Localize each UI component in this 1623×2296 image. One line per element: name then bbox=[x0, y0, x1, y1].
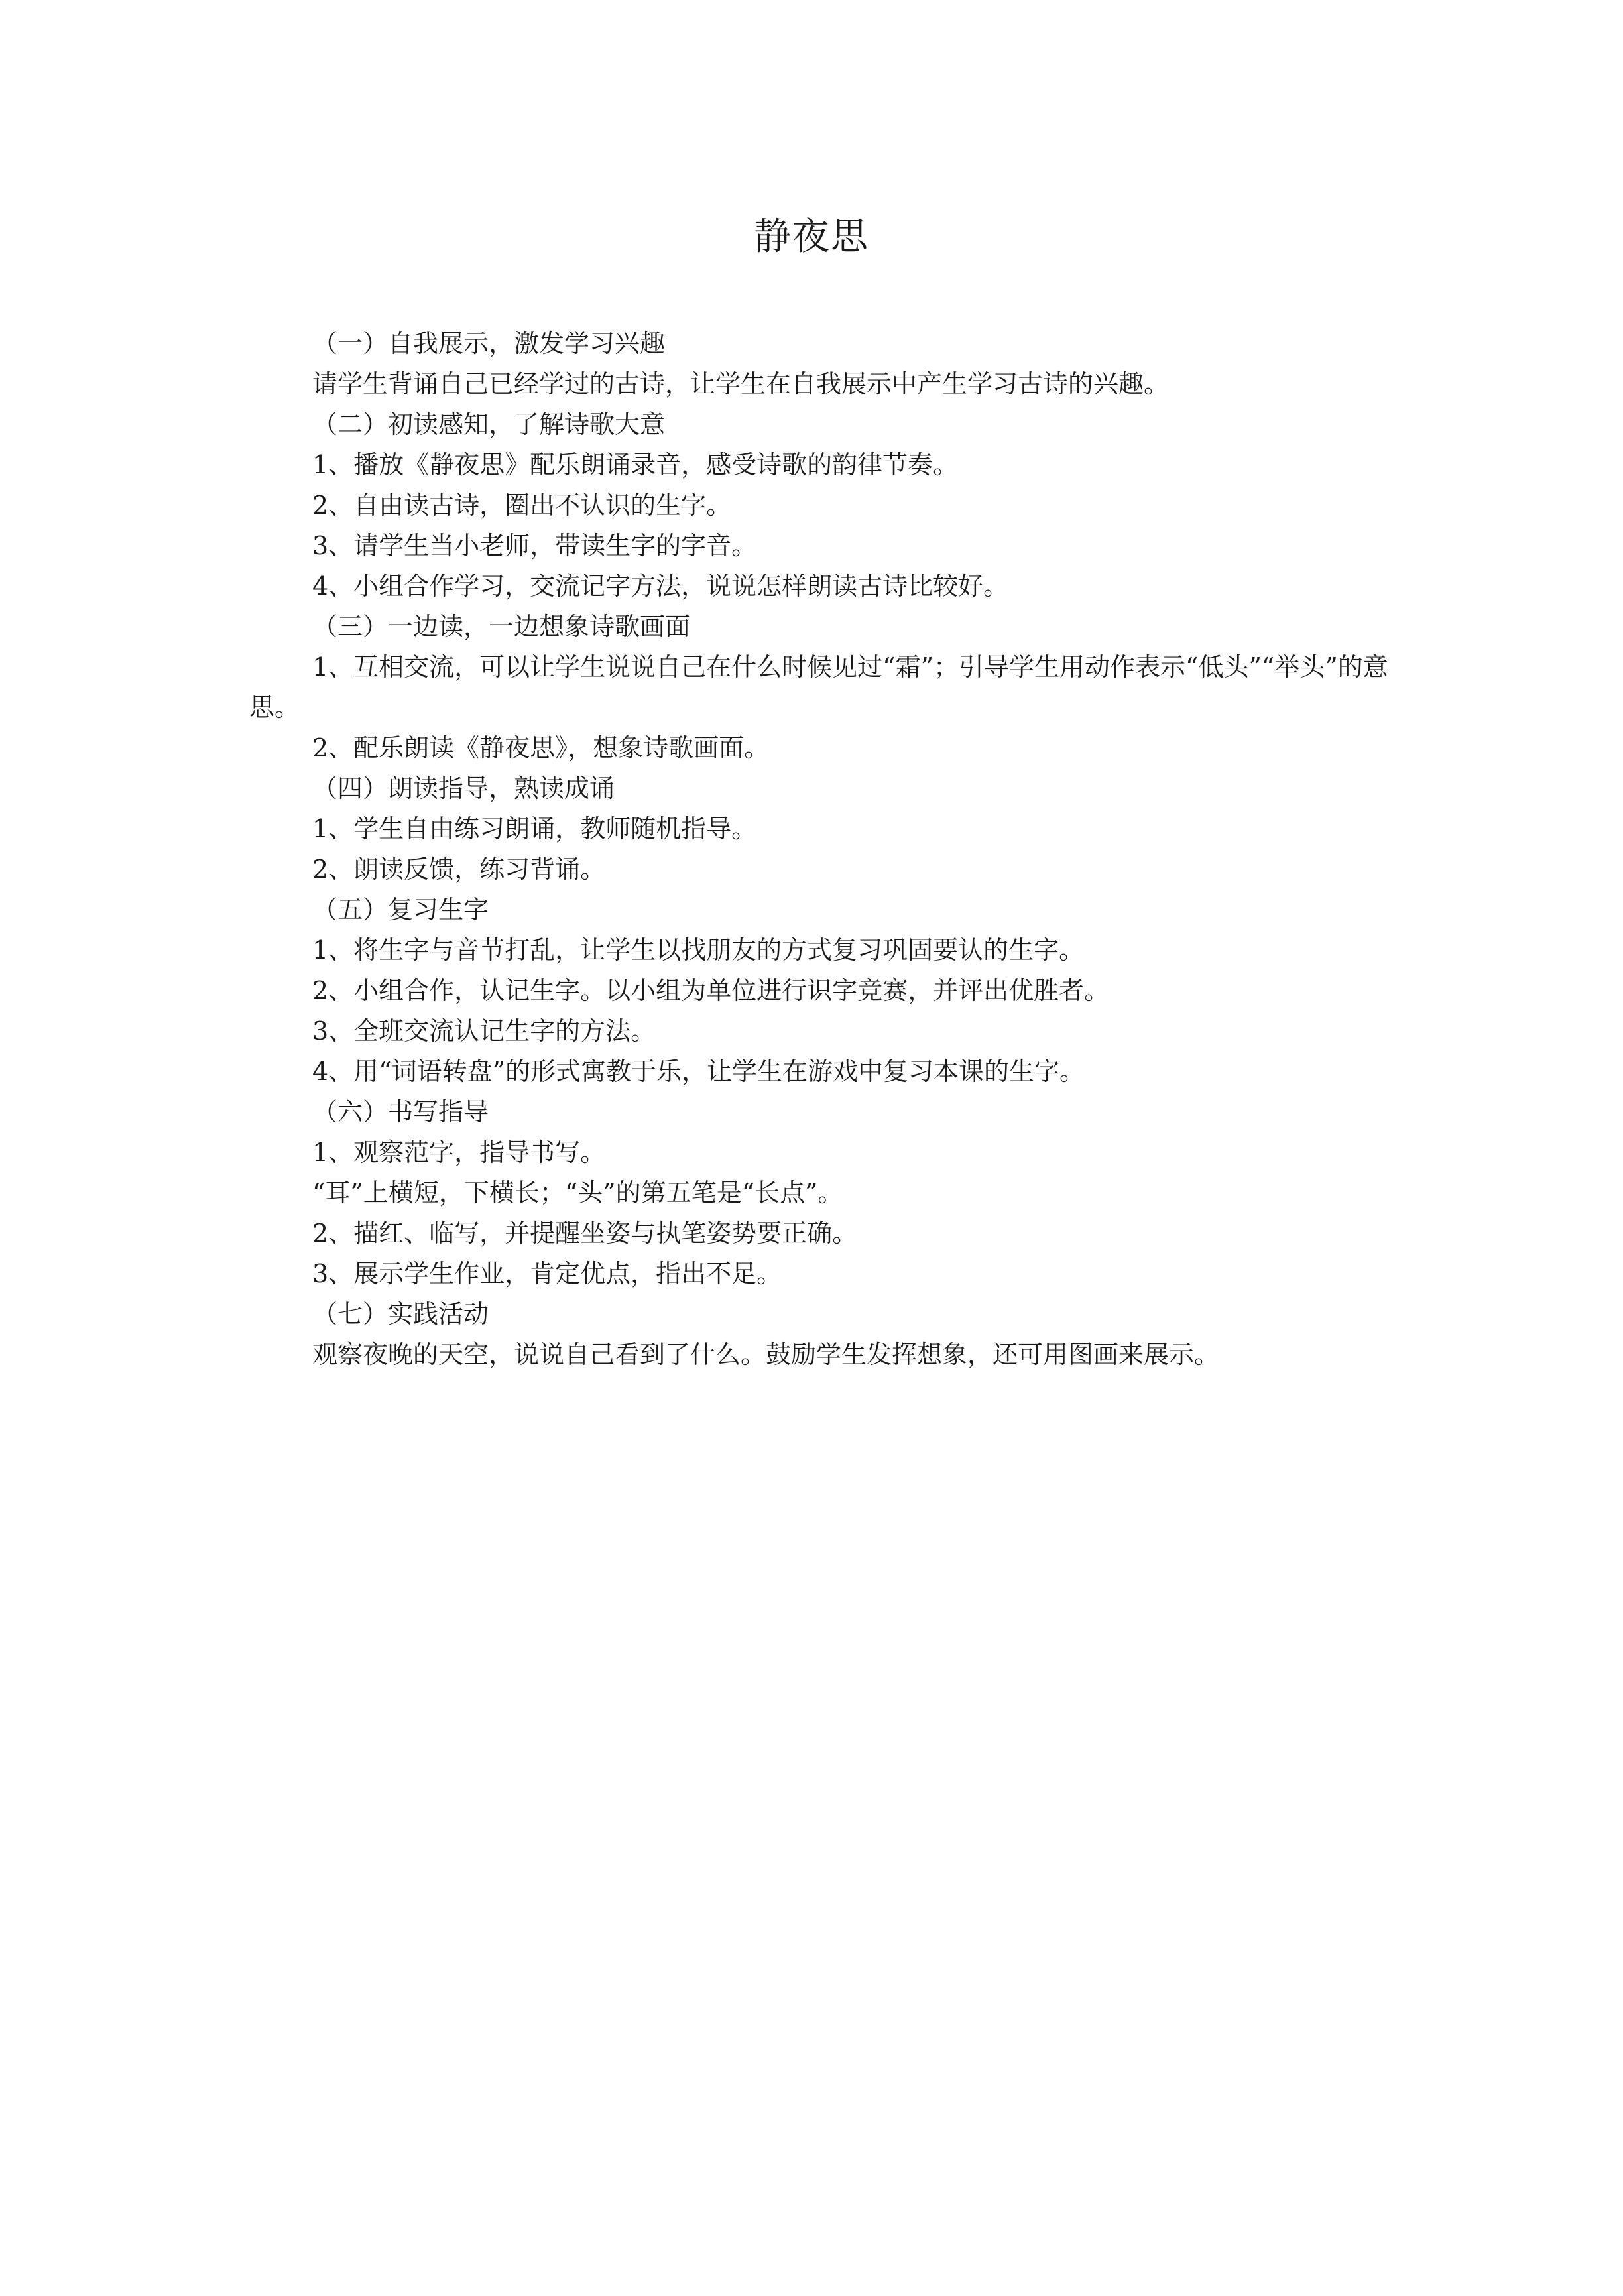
paragraph-line: 3、展示学生作业，肯定优点，指出不足。 bbox=[312, 1259, 782, 1288]
paragraph-line: 2、朗读反馈，练习背诵。 bbox=[312, 855, 606, 884]
paragraph-line: 请学生背诵自己已经学过的古诗，让学生在自我展示中产生学习古诗的兴趣。 bbox=[312, 369, 1170, 398]
section-heading-1: （一）自我展示，激发学习兴趣 bbox=[312, 329, 666, 358]
paragraph-line: 4、小组合作学习，交流记字方法，说说怎样朗读古诗比较好。 bbox=[312, 572, 1009, 601]
paragraph-line: 3、全班交流认记生字的方法。 bbox=[312, 1016, 656, 1046]
section-heading-5: （五）复习生字 bbox=[312, 895, 489, 924]
paragraph-line: 3、请学生当小老师，带读生字的字音。 bbox=[312, 531, 757, 560]
document-title: 静夜思 bbox=[754, 215, 869, 259]
paragraph-line: 2、自由读古诗，圈出不认识的生字。 bbox=[312, 491, 732, 520]
document-body bbox=[249, 324, 1403, 1375]
paragraph-line: 4、用“词语转盘”的形式寓教于乐，让学生在游戏中复习本课的生字。 bbox=[312, 1057, 1085, 1086]
section-heading-7: （七）实践活动 bbox=[312, 1299, 489, 1329]
paragraph-line: 观察夜晚的天空，说说自己看到了什么。鼓励学生发挥想象，还可用图画来展示。 bbox=[312, 1340, 1220, 1369]
section-heading-6: （六）书写指导 bbox=[312, 1097, 489, 1126]
paragraph-wrapped: 1、互相交流，可以让学生说说自己在什么时候见过“霜”；引导学生用动作表示“低头”“举头”的意思。 bbox=[249, 652, 1388, 722]
paragraph-line: 2、配乐朗读《静夜思》，想象诗歌画面。 bbox=[312, 733, 770, 762]
section-heading-4: （四）朗读指导，熟读成诵 bbox=[312, 774, 615, 803]
section-heading-2: （二）初读感知，了解诗歌大意 bbox=[312, 410, 666, 439]
paragraph-line: 1、观察范字，指导书写。 bbox=[312, 1138, 606, 1167]
paragraph-line: 1、学生自由练习朗诵，教师随机指导。 bbox=[312, 814, 757, 843]
paragraph-line: 2、描红、临写，并提醒坐姿与执笔姿势要正确。 bbox=[312, 1219, 858, 1248]
section-heading-3: （三）一边读，一边想象诗歌画面 bbox=[312, 612, 691, 641]
paragraph-line: 2、小组合作，认记生字。以小组为单位进行识字竞赛，并评出优胜者。 bbox=[312, 976, 1110, 1005]
paragraph-line: 1、播放《静夜思》配乐朗诵录音，感受诗歌的韵律节奏。 bbox=[312, 450, 959, 479]
paragraph-line: 1、将生字与音节打乱，让学生以找朋友的方式复习巩固要认的生字。 bbox=[312, 936, 1085, 965]
paragraph-line: “耳”上横短，下横长；“头”的第五笔是“长点”。 bbox=[312, 1178, 843, 1207]
